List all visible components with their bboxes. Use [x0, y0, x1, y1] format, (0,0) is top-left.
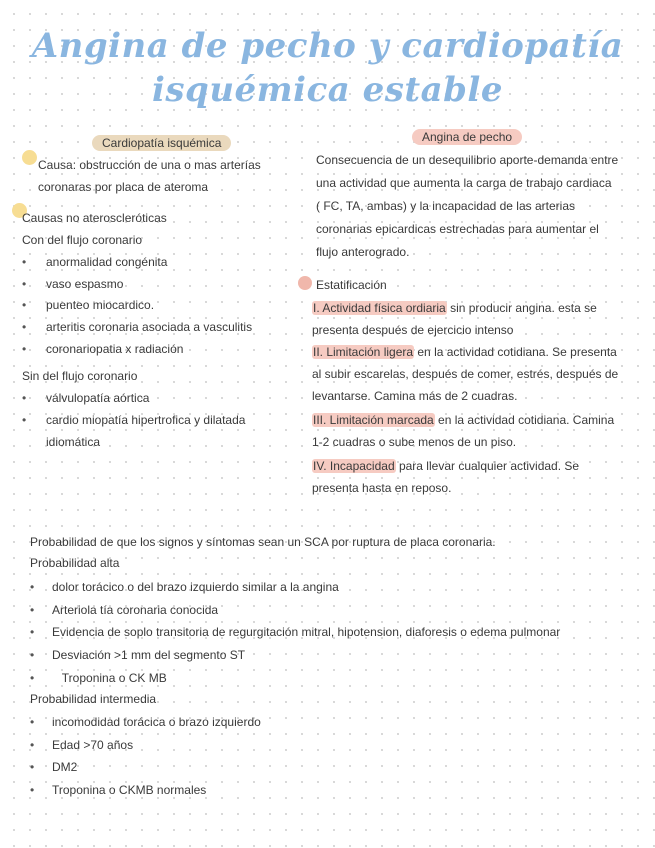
with-flow-label: Con del flujo coronario — [22, 233, 143, 247]
class-2-line-1: II. Limitación ligera en la actividad cotidiana. Se presenta — [313, 345, 617, 359]
list-item: • coronariopatia x radiación — [46, 339, 252, 361]
without-flow-continuation: idiomática — [46, 435, 101, 449]
class-2-line-3: levantarse. Camina más de 2 cuadras. — [312, 389, 518, 403]
heading-angina-de-pecho: Angina de pecho — [412, 129, 522, 145]
without-flow-list — [46, 388, 245, 431]
list-item: • Evidencia de soplo transitoria de regurgitación mitral, hipotension, diaforesis o edema pulmonar — [52, 621, 560, 644]
cause-line-2: coronaras por placa de ateroma — [38, 180, 209, 194]
list-item: • DM2 — [52, 756, 261, 779]
angina-desc-line-3: ( FC, TA, ambas) y la incapacidad de las arterias — [316, 199, 575, 213]
intermediate-probability-list — [52, 711, 261, 802]
high-probability-list — [52, 576, 560, 689]
list-item: • válvulopatía aórtica — [46, 388, 245, 410]
class-4-line-2: presenta hasta en reposo. — [312, 481, 452, 495]
class-2-line-2: al subir escarelas, después de comer, estrés, después de — [312, 367, 619, 381]
page-title-line-1: Angina de pecho y cardiopatía — [31, 26, 624, 66]
class-3-line-2: 1-2 cuadras o sube menos de un piso. — [312, 435, 517, 449]
high-probability-label: Probabilidad alta — [30, 556, 120, 570]
non-atherosclerotic-label: Causas no ateroscleróticas — [22, 211, 167, 225]
class-3-line-1: III. Limitación marcada en la actividad cotidiana. Camina — [313, 413, 615, 427]
list-item: • Troponina o CK MB — [52, 667, 560, 690]
with-flow-list — [46, 252, 252, 360]
list-item: • dolor torácico o del brazo izquierdo similar a la angina — [52, 576, 560, 599]
page-title-line-2: isquémica estable — [152, 70, 503, 110]
list-item: • Edad >70 años — [52, 734, 261, 757]
class-4-highlight: IV. Incapacidad — [313, 459, 395, 473]
angina-desc-line-1: Consecuencia de un desequilibrio aporte-demanda entre — [316, 153, 619, 167]
intermediate-probability-label: Probabilidad intermedia — [30, 692, 157, 706]
list-item: • puenteo miocardico. — [46, 295, 252, 317]
class-1-line-2: presenta después de ejercicio intenso — [312, 323, 514, 337]
class-3-highlight: III. Limitación marcada — [313, 413, 434, 427]
angina-desc-line-4: coronarias epicardicas estrechadas para aumentar el — [316, 222, 599, 236]
list-item: • Troponina o CKMB normales — [52, 779, 261, 802]
list-item: • vaso espasmo — [46, 274, 252, 296]
heading-cardiopatia-isquemica: Cardiopatía isquémica — [92, 135, 231, 151]
list-item: • anormalidad congénita — [46, 252, 252, 274]
list-item: • arteritis coronaria asociada a vasculitis — [46, 317, 252, 339]
angina-desc-line-5: flujo anterogrado. — [316, 245, 410, 259]
class-2-highlight: II. Limitación ligera — [313, 345, 414, 359]
class-1-highlight: I. Actividad física ordiaria — [313, 301, 446, 315]
class-4-line-1: IV. Incapacidad para llevar cualquier actividad. Se — [313, 459, 580, 473]
angina-desc-line-2: una actividad que aumenta la carga de trabajo cardiaca — [316, 176, 612, 190]
list-item: • Desviación >1 mm del segmento ST — [52, 644, 560, 667]
staging-label: Estatificación — [316, 278, 387, 292]
yellow-bullet-dot — [22, 150, 37, 165]
cause-line-1: Causa: obstrucción de una o mas arterías — [38, 158, 261, 172]
without-flow-label: Sin del flujo coronario — [22, 369, 138, 383]
list-item: • incomodidad torácica o brazo izquierdo — [52, 711, 261, 734]
list-item: • Arteriola tía coronaria conocida — [52, 599, 560, 622]
probability-intro: Probabilidad de que los signos y síntomas sean un SCA por ruptura de placa coronaria. — [30, 535, 496, 549]
list-item: • cardio miopatía hipertrofica y dilatada — [46, 410, 245, 432]
pink-bullet-dot — [298, 276, 312, 290]
class-1-line-1: I. Actividad física ordiaria sin producir angina. esta se — [313, 301, 597, 315]
